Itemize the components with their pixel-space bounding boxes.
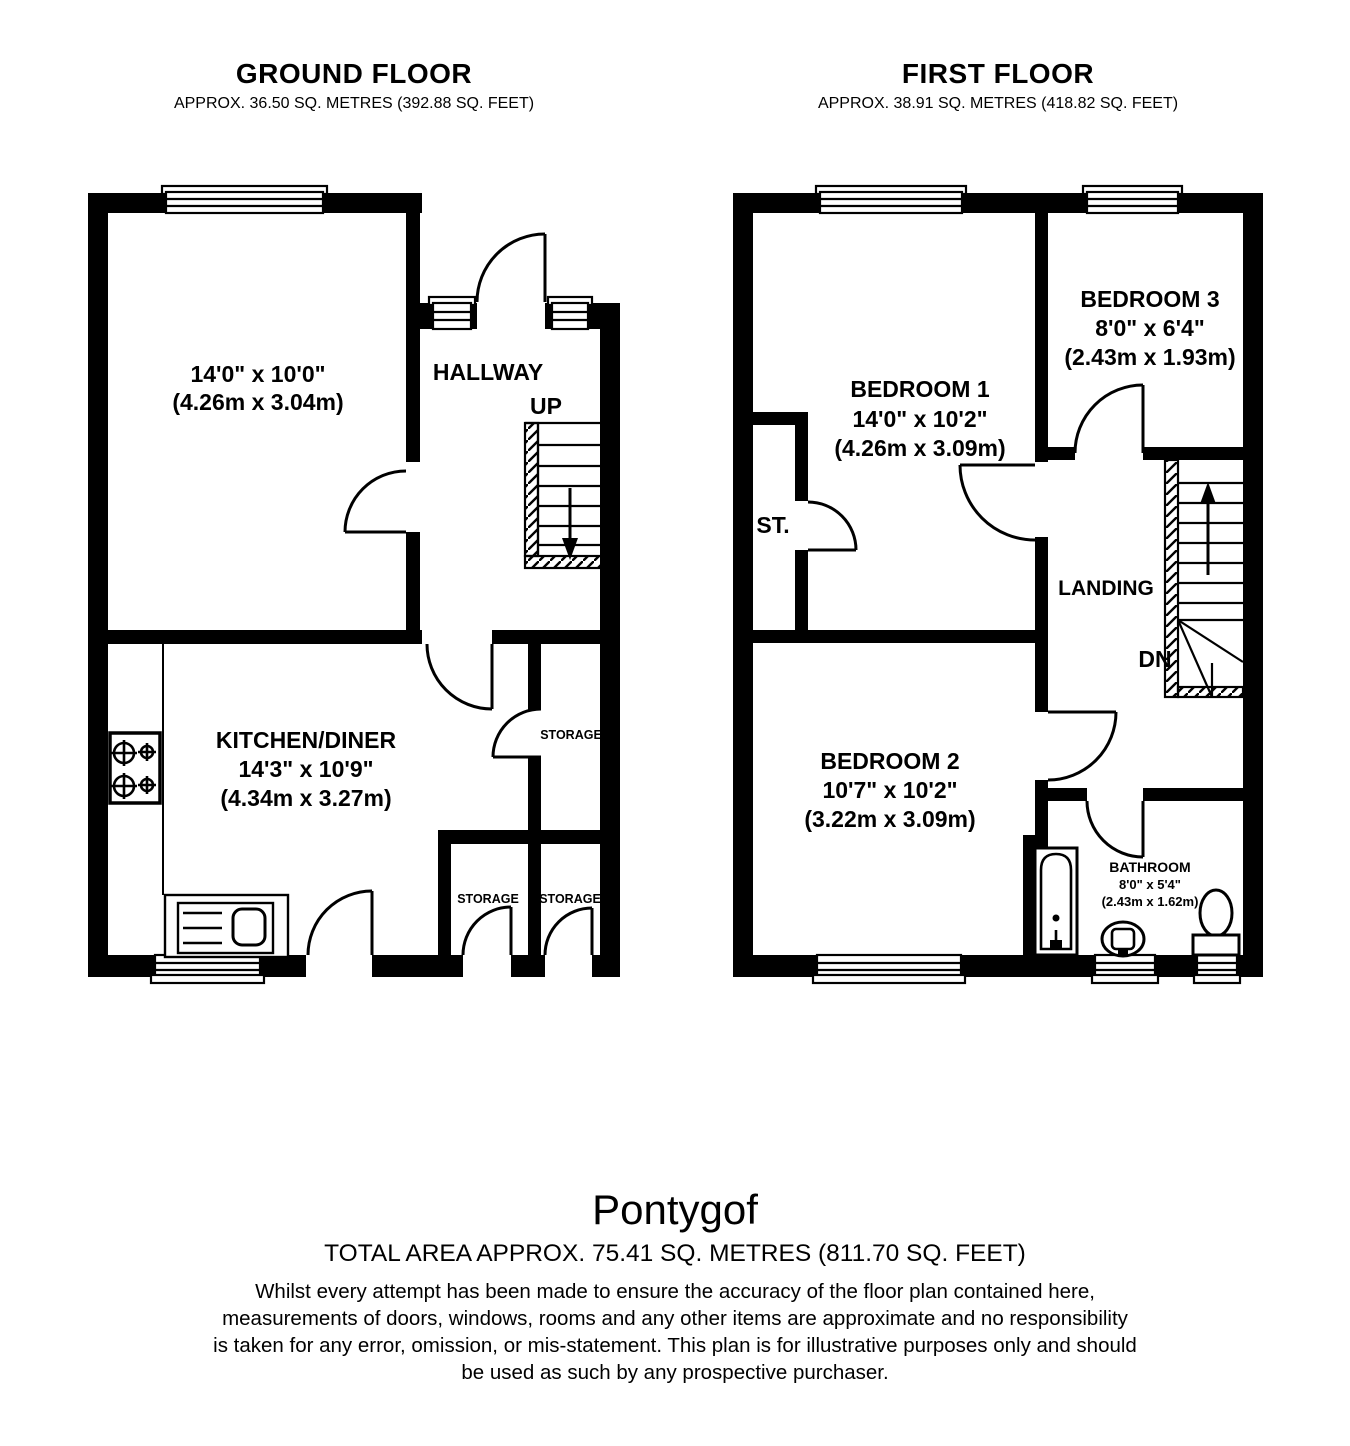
ground-floor-subtitle: APPROX. 36.50 SQ. METRES (392.88 SQ. FEET) — [173, 95, 535, 112]
bedroom2-window — [813, 955, 965, 983]
hallway-window-left — [429, 297, 475, 329]
kitchen-dims: 14'3" x 10'9" — [238, 756, 374, 782]
kitchen-window — [151, 955, 264, 983]
landing-label: LANDING — [1058, 577, 1154, 600]
bedroom1-dims: 14'0" x 10'2" — [852, 406, 988, 432]
bathroom-window-left — [1092, 955, 1158, 983]
living-room-door — [345, 471, 406, 532]
ground-floor-plan — [88, 58, 620, 983]
st-closet-door — [808, 502, 856, 550]
bedroom3-label: BEDROOM 3 — [1080, 286, 1220, 312]
living-room-window — [162, 186, 327, 213]
first-stairs — [1165, 460, 1243, 697]
property-name: Pontygof — [592, 1186, 758, 1233]
bathroom-window-right — [1194, 955, 1240, 983]
kitchen-sink-icon — [165, 895, 288, 957]
ground-stairs — [525, 423, 603, 568]
hob-icon — [110, 733, 160, 803]
bedroom2-metric: (3.22m x 3.09m) — [804, 806, 976, 832]
kitchen-door — [427, 644, 492, 709]
storage-left-door — [463, 907, 511, 955]
storage-right-door — [545, 908, 592, 955]
first-floor-title: FIRST FLOOR — [901, 58, 1095, 89]
bathroom-metric: (2.43m x 1.62m) — [1101, 894, 1199, 909]
bedroom1-door — [960, 465, 1035, 540]
hallway-label: HALLWAY — [432, 359, 544, 385]
storage-right-label: STORAGE — [539, 892, 601, 906]
bath-icon — [1035, 848, 1077, 955]
bedroom1-label: BEDROOM 1 — [850, 376, 990, 402]
bathroom-label: BATHROOM — [1109, 859, 1191, 875]
bedroom1-metric: (4.26m x 3.09m) — [834, 435, 1006, 461]
storage-understairs-label: STORAGE — [540, 728, 602, 742]
disclaimer-line-2: measurements of doors, windows, rooms and any other items are approximate and no responsibility — [222, 1307, 1128, 1330]
living-room-dims: 14'0" x 10'0" — [190, 361, 326, 387]
front-door — [477, 234, 545, 302]
storage-left-label: STORAGE — [457, 892, 519, 906]
bedroom2-door — [1048, 712, 1116, 780]
total-area: TOTAL AREA APPROX. 75.41 SQ. METRES (811.70 SQ. FEET) — [324, 1240, 1026, 1267]
bathroom-sink-icon — [1102, 922, 1144, 956]
disclaimer-line-3: is taken for any error, omission, or mis-statement. This plan is for illustrative purposes only and should — [213, 1334, 1137, 1357]
disclaimer — [0, 1278, 1350, 1386]
bathroom-dims: 8'0" x 5'4" — [1119, 877, 1181, 892]
living-room-metric: (4.26m x 3.04m) — [172, 389, 344, 415]
stairs-up-arrow-icon — [1200, 482, 1216, 504]
disclaimer-line-1: Whilst every attempt has been made to ensure the accuracy of the floor plan contained here, — [255, 1280, 1095, 1303]
first-floor-subtitle: APPROX. 38.91 SQ. METRES (418.82 SQ. FEET) — [817, 95, 1179, 112]
bedroom3-metric: (2.43m x 1.93m) — [1064, 344, 1236, 370]
kitchen-metric: (4.34m x 3.27m) — [220, 785, 392, 811]
bathroom-door — [1087, 801, 1143, 857]
stairs-dn-label: DN — [1138, 646, 1172, 672]
stairs-up-label: UP — [530, 393, 562, 419]
st-closet-label: ST. — [756, 512, 790, 538]
first-floor-plan — [733, 58, 1263, 983]
hallway-window-right — [548, 297, 592, 329]
bedroom3-door — [1075, 385, 1143, 453]
bedroom2-dims: 10'7" x 10'2" — [822, 777, 958, 803]
ground-floor-title: GROUND FLOOR — [235, 58, 473, 89]
bedroom3-window — [1083, 186, 1182, 213]
bedroom3-dims: 8'0" x 6'4" — [1095, 315, 1205, 341]
toilet-icon — [1193, 890, 1239, 955]
disclaimer-line-4: be used as such by any prospective purchaser. — [461, 1361, 889, 1384]
kitchen-label: KITCHEN/DINER — [215, 727, 397, 753]
bedroom2-label: BEDROOM 2 — [820, 748, 960, 774]
bedroom1-window — [816, 186, 966, 213]
kitchen-back-door — [308, 891, 372, 955]
